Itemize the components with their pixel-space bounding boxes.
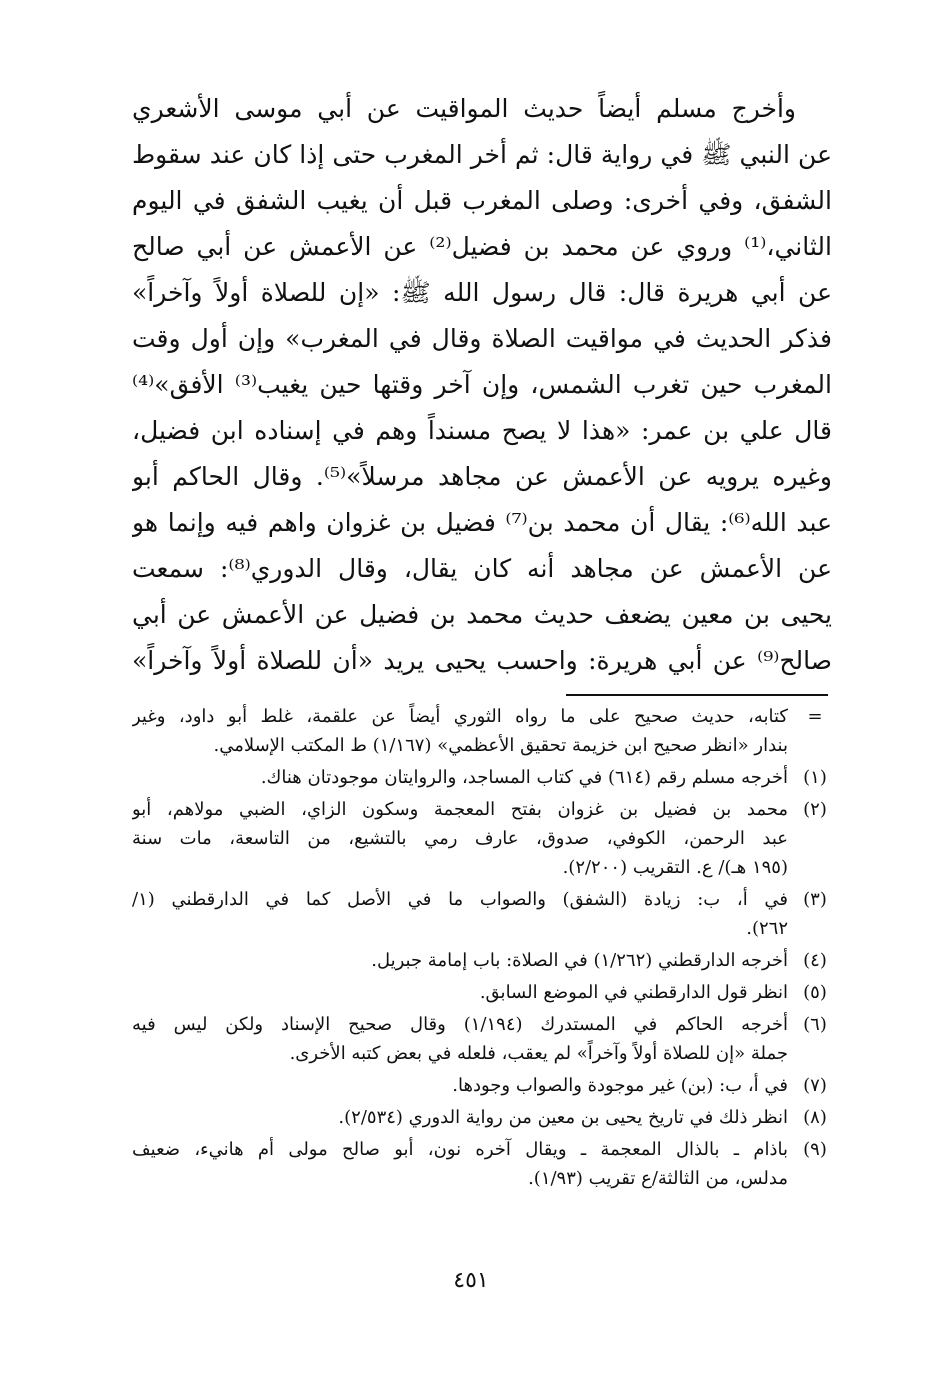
main-text-line: يحيى بن معين يضعف حديث محمد بن فضيل عن الأعمش عن أبي [132,600,832,629]
footnote-line: أخرجه الدارقطني (١/٢٦٢) في الصلاة: باب إمامة جبريل. [371,950,788,971]
footnote-line: باذام ـ بالذال المعجمة ـ ويقال آخره نون، أبو صالح مولى أم هانيء، ضعيف [132,1139,788,1160]
footnote-line: أخرجه مسلم رقم (٦١٤) في كتاب المساجد، والروايتان موجودتان هناك. [260,767,788,788]
main-text-line: فذكر الحديث في مواقيت الصلاة وقال في المغرب» وإن أول وقت [132,324,832,353]
main-text-line: عن الأعمش عن مجاهد أنه كان يقال، وقال الدوري⁽⁸⁾: سمعت [132,554,832,583]
footnote-number: (١) [803,767,827,788]
footnote [132,702,832,760]
footnote-number: (٧) [803,1075,827,1096]
footnote-text [132,702,788,760]
main-text-line: صالح⁽⁹⁾ عن أبي هريرة: واحسب يحيى يريد «أن للصلاة أولاً وآخراً» [132,646,832,675]
footnote [132,1135,832,1193]
footnote-text [132,885,788,943]
footnote-text [132,1010,788,1068]
footnote-line: بندار «انظر صحيح ابن خزيمة تحقيق الأعظمي» (١/١٦٧) ط المكتب الإسلامي. [213,735,788,756]
main-text-line: عبد الله⁽⁶⁾: يقال أن محمد بن⁽⁷⁾ فضيل بن غزوان واهم فيه وإنما هو [132,508,832,537]
footnote [132,885,832,943]
footnote-text [132,795,788,882]
footnote-number: (٥) [803,982,827,1003]
footnote-number: (٤) [803,950,827,971]
footnote [132,1071,832,1100]
footnote-line: عبد الرحمن، الكوفي، صدوق، عارف رمي بالتشيع، من التاسعة، مات سنة [132,828,788,849]
footnote-text [132,763,788,792]
main-text-line: عن أبي هريرة قال: قال رسول الله ﷺ: «إن للصلاة أولاً وآخراً» [132,278,832,307]
footnote-line: مدلس، من الثالثة/ع تقريب (١/٩٣). [528,1168,788,1189]
footnote-line: أخرجه الحاكم في المستدرك (١/١٩٤) وقال صحيح الإسناد ولكن ليس فيه [132,1014,788,1035]
footnote [132,978,832,1007]
footnote-text [132,1135,788,1193]
footnote-separator [566,694,828,696]
footnote [132,795,832,882]
footnote-number: (٢) [803,799,827,820]
footnote-text [132,1071,788,1100]
main-text-line: وأخرج مسلم أيضاً حديث المواقيت عن أبي موسى الأشعري [132,94,796,123]
footnote-line: (١٩٥ هـ)/ ع. التقريب (٢/٢٠٠). [562,857,788,878]
footnote-number: = [807,706,823,727]
footnote-line: انظر قول الدارقطني في الموضع السابق. [479,982,788,1003]
footnote-line: محمد بن فضيل بن غزوان بفتح المعجمة وسكون الزاي، الضبي مولاهم، أبو [132,799,788,820]
footnote [132,1010,832,1068]
footnote-line: جملة «إن للصلاة أولاً وآخراً» لم يعقب، فلعله في بعض كتبه الأخرى. [289,1043,788,1064]
footnote [132,1103,832,1132]
main-text-block [132,86,832,684]
footnote [132,946,832,975]
main-text-line: قال علي بن عمر: «هذا لا يصح مسنداً وهم في إسناده ابن فضيل، [132,416,832,445]
main-text-line: الشفق، وفي أخرى: وصلى المغرب قبل أن يغيب الشفق في اليوم [132,186,832,215]
footnote-line: في أ، ب: (بن) غير موجودة والصواب وجودها. [452,1075,788,1096]
main-text-line: الثاني،⁽¹⁾ وروي عن محمد بن فضيل⁽²⁾ عن الأعمش عن أبي صالح [132,232,832,261]
footnote-line: ٢٦٢). [746,918,788,939]
footnote-text [132,946,788,975]
main-text-line: المغرب حين تغرب الشمس، وإن آخر وقتها حين يغيب⁽³⁾ الأفق»⁽⁴⁾ [132,370,832,399]
page-number: ٤٥١ [453,1268,489,1293]
footnote [132,763,832,792]
main-text-line: عن النبي ﷺ في رواية قال: ثم أخر المغرب حتى إذا كان عند سقوط [132,140,832,169]
main-text-line: وغيره يرويه عن الأعمش عن مجاهد مرسلاً»⁽⁵⁾. وقال الحاكم أبو [132,462,832,491]
footnote-line: في أ، ب: زيادة (الشفق) والصواب ما في الأصل كما في الدارقطني (١/ [132,889,788,910]
footnote-number: (٩) [803,1139,827,1160]
footnote-text [132,978,788,1007]
footnote-number: (٨) [803,1107,827,1128]
footnotes-block [132,702,832,1196]
footnote-line: كتابه، حديث صحيح على ما رواه الثوري أيضاً عن علقمة، غلط أبو داود، وغير [132,706,788,727]
footnote-number: (٦) [803,1014,827,1035]
footnote-line: انظر ذلك في تاريخ يحيى بن معين من رواية الدوري (٢/٥٣٤). [338,1107,788,1128]
footnote-number: (٣) [803,889,827,910]
footnote-text [132,1103,788,1132]
